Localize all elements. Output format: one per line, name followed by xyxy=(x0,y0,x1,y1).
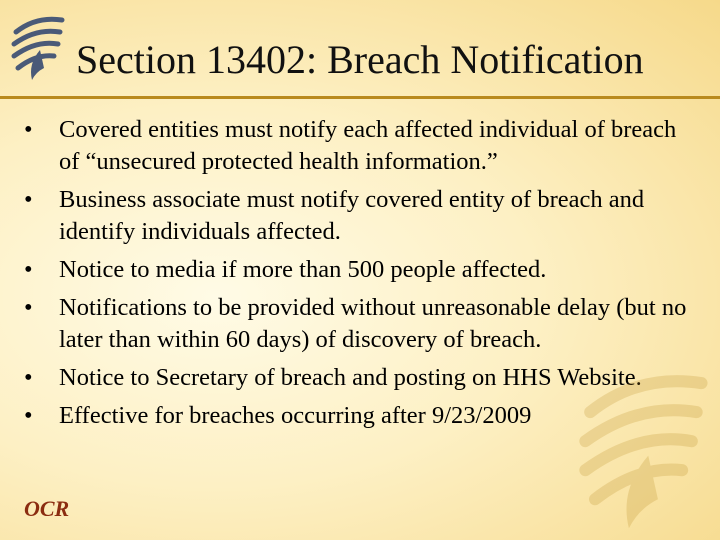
bullet-glyph: • xyxy=(24,294,33,321)
bullet-glyph: • xyxy=(24,256,33,283)
bullet-glyph: • xyxy=(24,186,33,213)
list-item xyxy=(24,254,700,286)
bullet-text: Covered entities must notify each affected individual of breach of “unsecured protected health information.” xyxy=(59,116,677,175)
list-item xyxy=(24,184,700,248)
bullet-glyph: • xyxy=(24,116,33,143)
bullet-glyph: • xyxy=(24,402,33,429)
slide-title: Section 13402: Breach Notification xyxy=(76,37,644,82)
list-item xyxy=(24,114,700,178)
footer-label: OCR xyxy=(24,496,70,521)
hhs-eagle-logo-icon xyxy=(6,10,68,82)
title-divider xyxy=(0,96,720,99)
bullet-text: Effective for breaches occurring after 9/23/2009 xyxy=(59,402,532,429)
bullet-text: Notice to media if more than 500 people affected. xyxy=(59,256,547,283)
hhs-eagle-watermark-icon xyxy=(566,356,716,536)
bullet-text: Notice to Secretary of breach and posting on HHS Website. xyxy=(59,364,642,391)
list-item xyxy=(24,292,700,356)
bullet-glyph: • xyxy=(24,364,33,391)
bullet-text: Notifications to be provided without unreasonable delay (but no later than within 60 days) of discovery of breach. xyxy=(59,294,687,353)
bullet-text: Business associate must notify covered entity of breach and identify individuals affected. xyxy=(59,186,645,245)
